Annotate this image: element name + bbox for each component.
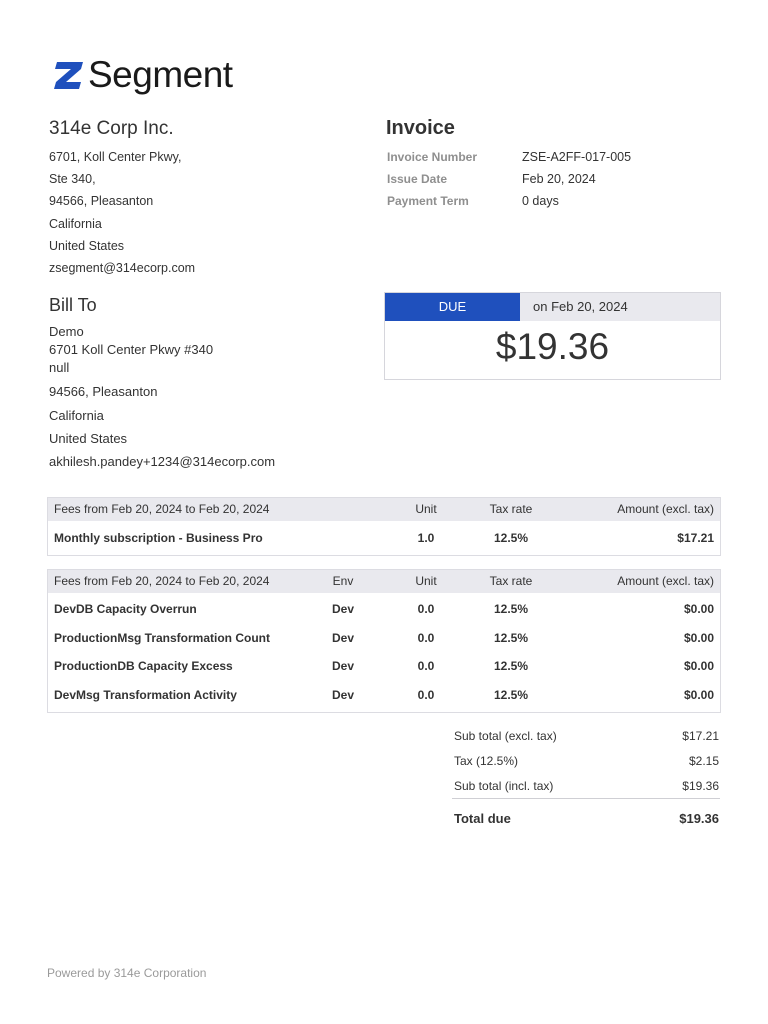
table-row (48, 681, 720, 709)
table-row (48, 652, 720, 680)
column-header-amount: Amount (excl. tax) (617, 574, 714, 588)
row-tax-rate: 12.5% (493, 631, 529, 645)
total-due-value: $19.36 (679, 811, 719, 826)
bill-to-line: null (49, 360, 70, 375)
issue-date-value: Feb 20, 2024 (522, 172, 596, 186)
subtotal-excl-tax-value: $17.21 (682, 729, 719, 743)
invoice-number-label: Invoice Number (387, 150, 478, 164)
invoice-title: Invoice (386, 117, 455, 139)
column-header-tax-rate: Tax rate (489, 574, 533, 588)
row-env: Dev (331, 631, 354, 645)
bill-to-line: 94566, Pleasanton (49, 384, 158, 399)
row-env: Dev (331, 688, 354, 702)
company-name: 314e Corp Inc. (49, 118, 174, 139)
subtotal-incl-tax-row (454, 779, 719, 799)
subtotal-incl-tax-value: $19.36 (682, 779, 719, 793)
issue-date-label: Issue Date (387, 172, 448, 186)
column-header-unit: Unit (415, 574, 437, 588)
company-email: zsegment@314ecorp.com (49, 261, 196, 275)
company-address-line: California (49, 217, 102, 231)
invoice-number-value: ZSE-A2FF-017-005 (522, 150, 632, 164)
row-amount: $0.00 (683, 602, 714, 616)
amount-due-header (385, 293, 720, 321)
table-row (48, 524, 720, 552)
row-description: DevMsg Transformation Activity (54, 688, 237, 702)
bill-to-line: 6701 Koll Center Pkwy #340 (49, 342, 214, 357)
row-amount: $0.00 (683, 631, 714, 645)
table-row (48, 595, 720, 623)
bill-to-email: akhilesh.pandey+1234@314ecorp.com (49, 454, 276, 469)
table-row (48, 624, 720, 652)
table-header (48, 498, 720, 521)
row-description: ProductionDB Capacity Excess (54, 659, 233, 673)
column-header-env: Env (332, 574, 354, 588)
tax-value: $2.15 (688, 754, 719, 768)
row-amount: $17.21 (677, 531, 714, 545)
due-amount: $19.36 (495, 326, 610, 367)
row-env: Dev (331, 659, 354, 673)
segment-logo-icon (54, 60, 84, 90)
row-description: ProductionMsg Transformation Count (54, 631, 270, 645)
column-header-description: Fees from Feb 20, 2024 to Feb 20, 2024 (54, 574, 270, 588)
company-address-line: United States (49, 239, 125, 253)
due-badge: DUE (385, 293, 520, 321)
row-tax-rate: 12.5% (493, 659, 529, 673)
row-tax-rate: 12.5% (493, 602, 529, 616)
bill-to-title: Bill To (49, 295, 97, 315)
row-amount: $0.00 (683, 688, 714, 702)
brand-name: Segment (88, 54, 233, 95)
company-address-line: 94566, Pleasanton (49, 194, 154, 208)
brand-logo (54, 54, 233, 96)
row-unit: 0.0 (417, 659, 435, 673)
subscription-fees-table (47, 497, 721, 556)
table-header (48, 570, 720, 593)
totals-divider (452, 798, 720, 799)
row-unit: 0.0 (417, 602, 435, 616)
column-header-unit: Unit (415, 502, 437, 516)
bill-to-line: Demo (49, 324, 84, 339)
company-address-line: Ste 340, (49, 172, 96, 186)
column-header-tax-rate: Tax rate (489, 502, 533, 516)
row-unit: 0.0 (417, 631, 435, 645)
row-description: DevDB Capacity Overrun (54, 602, 197, 616)
row-description: Monthly subscription - Business Pro (54, 531, 263, 545)
usage-fees-table (47, 569, 721, 713)
column-header-description: Fees from Feb 20, 2024 to Feb 20, 2024 (54, 502, 270, 516)
payment-term-value: 0 days (522, 194, 559, 208)
row-amount: $0.00 (683, 659, 714, 673)
amount-due-box (384, 292, 721, 380)
footer-powered-by: Powered by 314e Corporation (47, 966, 207, 980)
row-tax-rate: 12.5% (493, 688, 529, 702)
tax-label: Tax (12.5%) (454, 754, 519, 768)
payment-term-label: Payment Term (387, 194, 469, 208)
row-tax-rate: 12.5% (493, 531, 529, 545)
subtotal-excl-tax-row (454, 729, 719, 749)
row-unit: 0.0 (417, 688, 435, 702)
bill-to-line: California (49, 408, 104, 423)
tax-row (454, 754, 719, 774)
bill-to-line: United States (49, 431, 128, 446)
row-env: Dev (331, 602, 354, 616)
subtotal-incl-tax-label: Sub total (incl. tax) (454, 779, 554, 793)
company-address-line: 6701, Koll Center Pkwy, (49, 150, 182, 164)
total-due-label: Total due (454, 811, 511, 826)
row-unit: 1.0 (417, 531, 435, 545)
subtotal-excl-tax-label: Sub total (excl. tax) (454, 729, 557, 743)
due-date: on Feb 20, 2024 (533, 299, 628, 314)
column-header-amount: Amount (excl. tax) (617, 502, 714, 516)
